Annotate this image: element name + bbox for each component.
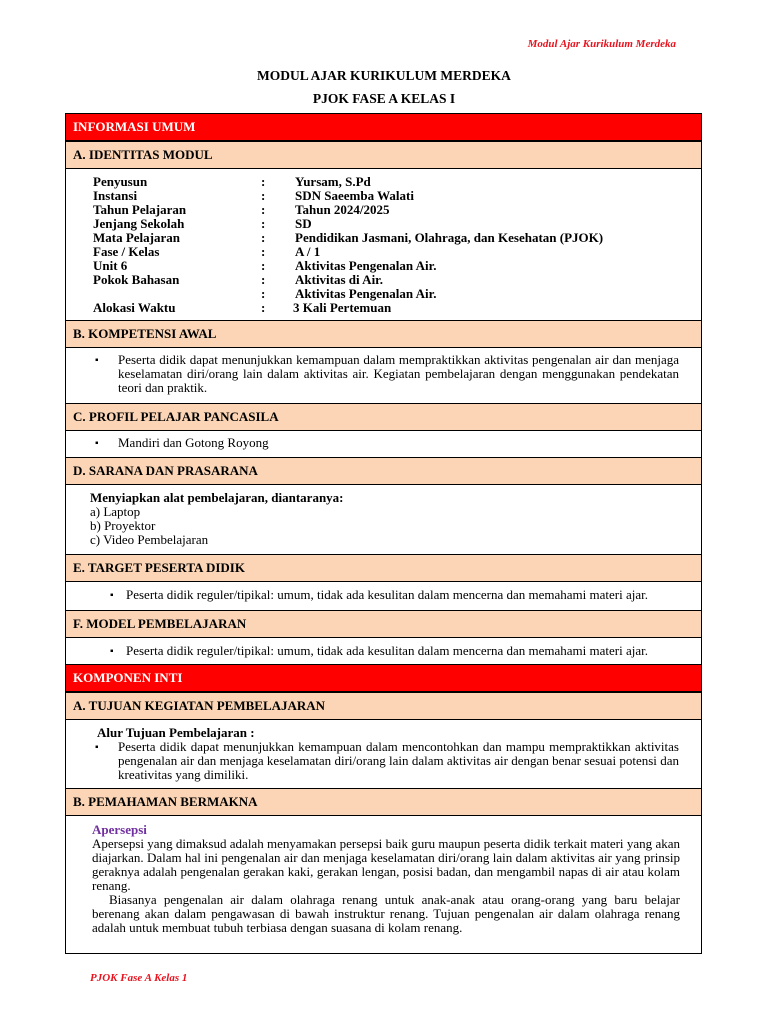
identitas-value: SD: [295, 216, 312, 231]
identitas-label: Instansi: [93, 188, 138, 203]
pemahaman-bermakna-heading: B. PEMAHAMAN BERMAKNA: [66, 788, 701, 816]
apersepsi-paragraph: Apersepsi yang dimaksud adalah menyamakan persepsi baik guru maupun peserta didik terkait materi yang akan diajarkan. Dalam hal ini pengenalan air dan menjaga keselamatan diri/orang lain dalam aktivitas air yang prinsip geraknya adalah pengenalan gerakan kaki, gerakan lengan, posisi badan, dan mengambil napas di air atau kolam renang.: [92, 836, 680, 893]
kompetensi-awal-body: [66, 348, 701, 398]
sarana-prasarana-body: [66, 485, 701, 555]
identitas-value: Aktivitas Pengenalan Air.: [295, 258, 437, 273]
identitas-value: Aktivitas Pengenalan Air.: [295, 286, 437, 301]
identitas-label: Mata Pelajaran: [93, 230, 181, 245]
identitas-value: 3 Kali Pertemuan: [293, 300, 392, 315]
identitas-colon: :: [261, 272, 266, 287]
identitas-colon: :: [261, 202, 266, 217]
identitas-modul-heading: A. IDENTITAS MODUL: [66, 141, 701, 169]
bullet-icon: ▪: [110, 646, 114, 657]
apersepsi-paragraph-2: Biasanya pengenalan air dalam olahraga renang untuk anak-anak atau orang-orang yang baru belajar berenang akan dalam pengawasan di bawah instruktur renang. Tujuan pengenalan air dalam olahraga renang adalah untuk membuat tubuh terbiasa dengan suasana di kolam renang.: [92, 892, 680, 935]
tujuan-subheading: Alur Tujuan Pembelajaran :: [97, 725, 255, 740]
sarana-item: b) Proyektor: [90, 518, 156, 533]
identitas-colon: :: [261, 188, 266, 203]
module-table: [65, 113, 702, 954]
identitas-colon: :: [261, 174, 266, 189]
identitas-value: Aktivitas di Air.: [295, 272, 384, 287]
identitas-colon: :: [261, 216, 266, 231]
identitas-value: Yursam, S.Pd: [295, 174, 371, 189]
identitas-value: Pendidikan Jasmani, Olahraga, dan Kesehatan (PJOK): [295, 230, 604, 245]
identitas-colon: :: [261, 230, 266, 245]
running-header: Modul Ajar Kurikulum Merdeka: [527, 38, 676, 50]
document-subtitle: PJOK FASE A KELAS I: [312, 91, 456, 106]
bullet-icon: ▪: [95, 355, 99, 366]
bullet-icon: ▪: [95, 742, 99, 753]
section-komponen-inti: KOMPONEN INTI: [66, 664, 701, 692]
identitas-label: Alokasi Waktu: [93, 300, 176, 315]
model-pembelajaran-heading: F. MODEL PEMBELAJARAN: [66, 610, 701, 638]
model-pembelajaran-body: [66, 638, 701, 666]
pemahaman-bermakna-body: [66, 816, 701, 946]
model-pembelajaran-text: Peserta didik reguler/tipikal: umum, tidak ada kesulitan dalam mencerna dan memahami materi ajar.: [126, 643, 648, 658]
profil-pelajar-body: [66, 431, 701, 457]
profil-pelajar-heading: C. PROFIL PELAJAR PANCASILA: [66, 403, 701, 431]
target-peserta-body: [66, 582, 701, 610]
target-peserta-heading: E. TARGET PESERTA DIDIK: [66, 554, 701, 582]
identitas-label: Fase / Kelas: [93, 244, 160, 259]
section-informasi-umum: INFORMASI UMUM: [66, 113, 701, 141]
identitas-colon: :: [261, 300, 266, 315]
identitas-colon: :: [261, 286, 266, 301]
identitas-label: Penyusun: [93, 174, 148, 189]
tujuan-pembelajaran-body: [66, 720, 701, 788]
tujuan-pembelajaran-heading: A. TUJUAN KEGIATAN PEMBELAJARAN: [66, 692, 701, 720]
tujuan-text: Peserta didik dapat menunjukkan kemampuan dalam mencontohkan dan mampu mempraktikkan aktivitas pengenalan air dan menjaga keselamatan diri/orang lain dalam aktivitas air dengan benar sesuai potensi dan kreativitas yang dimiliki.: [118, 739, 679, 782]
identitas-label: Tahun Pelajaran: [93, 202, 187, 217]
page-footer: PJOK Fase A Kelas 1: [90, 972, 188, 984]
bullet-icon: ▪: [110, 590, 114, 601]
identitas-label: Jenjang Sekolah: [93, 216, 185, 231]
kompetensi-awal-heading: B. KOMPETENSI AWAL: [66, 320, 701, 348]
identitas-label: Pokok Bahasan: [93, 272, 180, 287]
apersepsi-heading: Apersepsi: [92, 822, 147, 837]
identitas-value: SDN Saeemba Walati: [295, 188, 414, 203]
identitas-colon: :: [261, 258, 266, 273]
sarana-prasarana-heading: D. SARANA DAN PRASARANA: [66, 457, 701, 485]
identitas-value: A / 1: [295, 244, 321, 259]
sarana-intro: Menyiapkan alat pembelajaran, diantaranya:: [90, 490, 344, 505]
profil-pelajar-text: Mandiri dan Gotong Royong: [118, 435, 269, 450]
target-peserta-text: Peserta didik reguler/tipikal: umum, tidak ada kesulitan dalam mencerna dan memahami materi ajar.: [126, 587, 648, 602]
bullet-icon: ▪: [95, 438, 99, 449]
document-title: MODUL AJAR KURIKULUM MERDEKA: [257, 68, 511, 83]
identitas-modul-body: [66, 169, 701, 321]
sarana-item: a) Laptop: [90, 504, 141, 519]
identitas-value: Tahun 2024/2025: [295, 202, 390, 217]
sarana-item: c) Video Pembelajaran: [90, 532, 209, 547]
kompetensi-awal-text: Peserta didik dapat menunjukkan kemampuan dalam mempraktikkan aktivitas pengenalan air dan menjaga keselamatan diri/orang lain dalam aktivitas air. Kegiatan pembelajaran dengan menggunakan pendekatan teori dan praktik.: [118, 352, 679, 395]
identitas-label: Unit 6: [93, 258, 128, 273]
identitas-colon: :: [261, 244, 266, 259]
